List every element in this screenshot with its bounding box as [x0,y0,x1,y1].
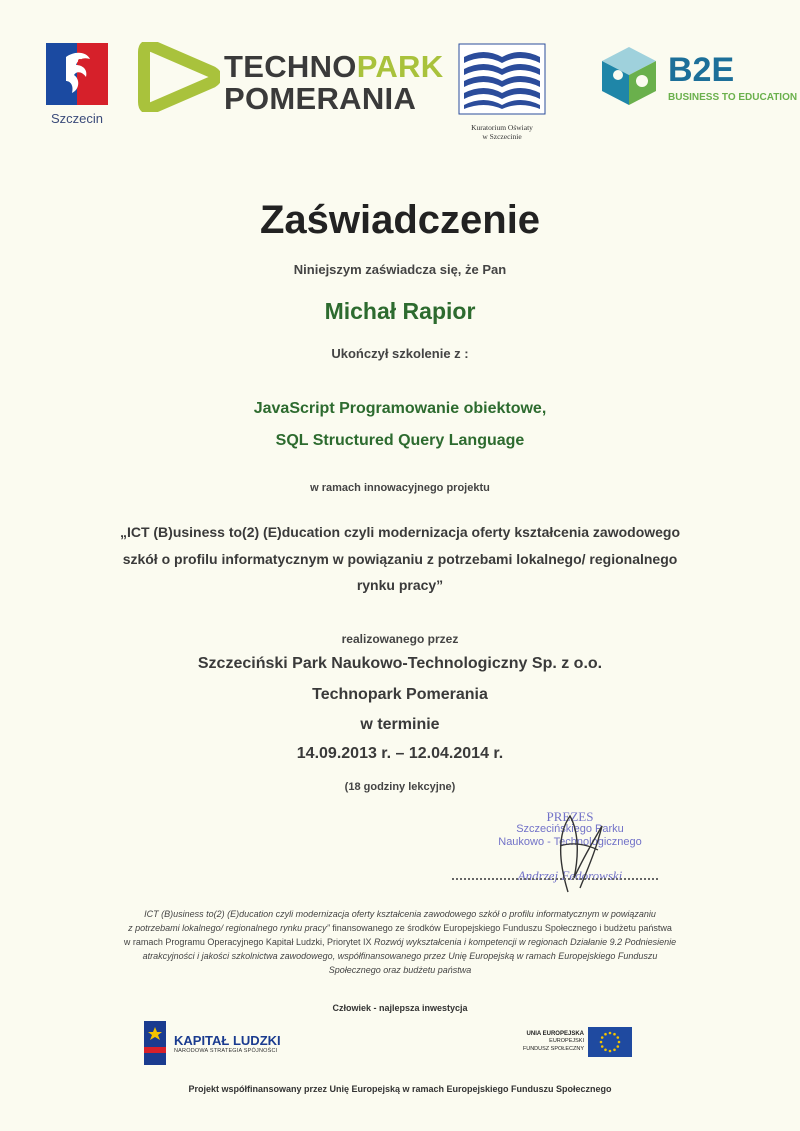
signature-line [452,878,658,880]
b2e-subtitle: BUSINESS TO EDUCATION [668,92,798,103]
project-title-line-2: szkół o profilu informatycznym w powiązaniu z potrzebami lokalnego/ regionalnego [122,551,678,567]
b2e-cube-icon [598,45,660,107]
course-line-2: SQL Structured Query Language [275,432,525,449]
project-title-line-1: „ICT (B)usiness to(2) (E)ducation czyli modernizacja oferty kształcenia zawodowego [119,524,681,540]
logo-technopark [136,42,444,116]
logo-kuratorium [456,43,548,149]
realized-by-label: realizowanego przez [341,632,459,646]
szczecin-label: Szczecin [50,111,104,126]
organizer-line-1: Szczeciński Park Naukowo-Technologiczny Sp. z o.o. [197,655,603,672]
handwritten-signature [530,806,610,896]
kuratorium-book-icon [458,43,546,115]
kuratorium-label-line1: Kuratorium Oświaty [471,123,533,132]
logo-eu [512,1027,632,1059]
kapital-ludzki-mark-icon [144,1021,166,1065]
technopark-name-line2: POMERANIA [224,81,417,116]
b2e-title: B2E [668,51,735,89]
footnote-line-2-normal: finansowanego ze środków Europejskiego Funduszu Społecznego i budżetu państwa [329,922,672,933]
stamp-signer: Andrzej Fedorowski [517,868,623,884]
logo-kapital-ludzki [144,1021,304,1065]
slogan: Człowiek - najlepsza inwestycja [332,1003,468,1013]
footnote-line-4: atrakcyjności i jakości szkolnictwa zawodowego, współfinansowanego przez Unię Europejską w ramach Europejskiego Funduszu [142,950,658,961]
kuratorium-label-line2: w Szczecinie [482,131,522,141]
logo-szczecin [46,43,108,133]
project-footnote [95,908,705,978]
course-line-1: JavaScript Programowanie obiektowe, [253,400,547,417]
footnote-line-5: Społecznego oraz budżetu państwa [328,964,472,975]
cofinancing-statement: Projekt współfinansowany przez Unię Europejską w ramach Europejskiego Funduszu Społecznego [188,1084,612,1094]
footnote-line-1: ICT (B)usiness to(2) (E)ducation czyli modernizacja oferty kształcenia zawodowego szkół o profilu informatycznym w powiązaniu [144,909,656,919]
eu-label-line-3: FUNDUSZ SPOŁECZNY [522,1045,584,1052]
stamp-role: PREZES [546,809,594,824]
training-dates: 14.09.2013 r. – 12.04.2014 r. [296,745,504,762]
eu-flag-icon [588,1027,632,1057]
kapital-ludzki-title: KAPITAŁ LUDZKI [174,1033,281,1048]
stamp-org-line-2: Naukowo - Technologicznego [498,835,642,848]
recipient-name: Michał Rapior [324,298,476,324]
technopark-name-line1: TECHNOPARK [224,49,444,84]
eu-label-line-2: EUROPEJSKI [549,1038,584,1045]
project-title-line-3: rynku pracy” [356,577,444,593]
logo-b2e [598,45,798,115]
footnote-line-3-italic: Rozwój wykształcenia i kompetencji w regionach Działanie 9.2 Podniesienie [373,936,677,947]
footnote-line-2-italic: z potrzebami lokalnego/ regionalnego rynku pracy” [128,922,330,933]
szczecin-emblem-icon [46,43,108,105]
eu-label-line-1: UNIA EUROPEJSKA [526,1031,584,1037]
footnote-line-3-normal: w ramach Programu Operacyjnego Kapitał Ludzki, Priorytet IX [123,936,374,947]
completed-text: Ukończył szkolenie z : [331,346,469,361]
intro-text: Niniejszym zaświadcza się, że Pan [293,262,507,277]
term-label: w terminie [360,716,440,733]
certificate-title: Zaświadczenie [259,198,541,242]
organizer-line-2: Technopark Pomerania [312,686,488,703]
kapital-ludzki-subtitle: NARODOWA STRATEGIA SPÓJNOŚCI [174,1048,278,1054]
stamp-org-line-1: Szczecińskiego Parku [516,823,624,835]
training-hours: (18 godziny lekcyjne) [344,781,456,793]
project-intro: w ramach innowacyjnego projektu [310,482,490,494]
technopark-play-icon [136,42,220,112]
